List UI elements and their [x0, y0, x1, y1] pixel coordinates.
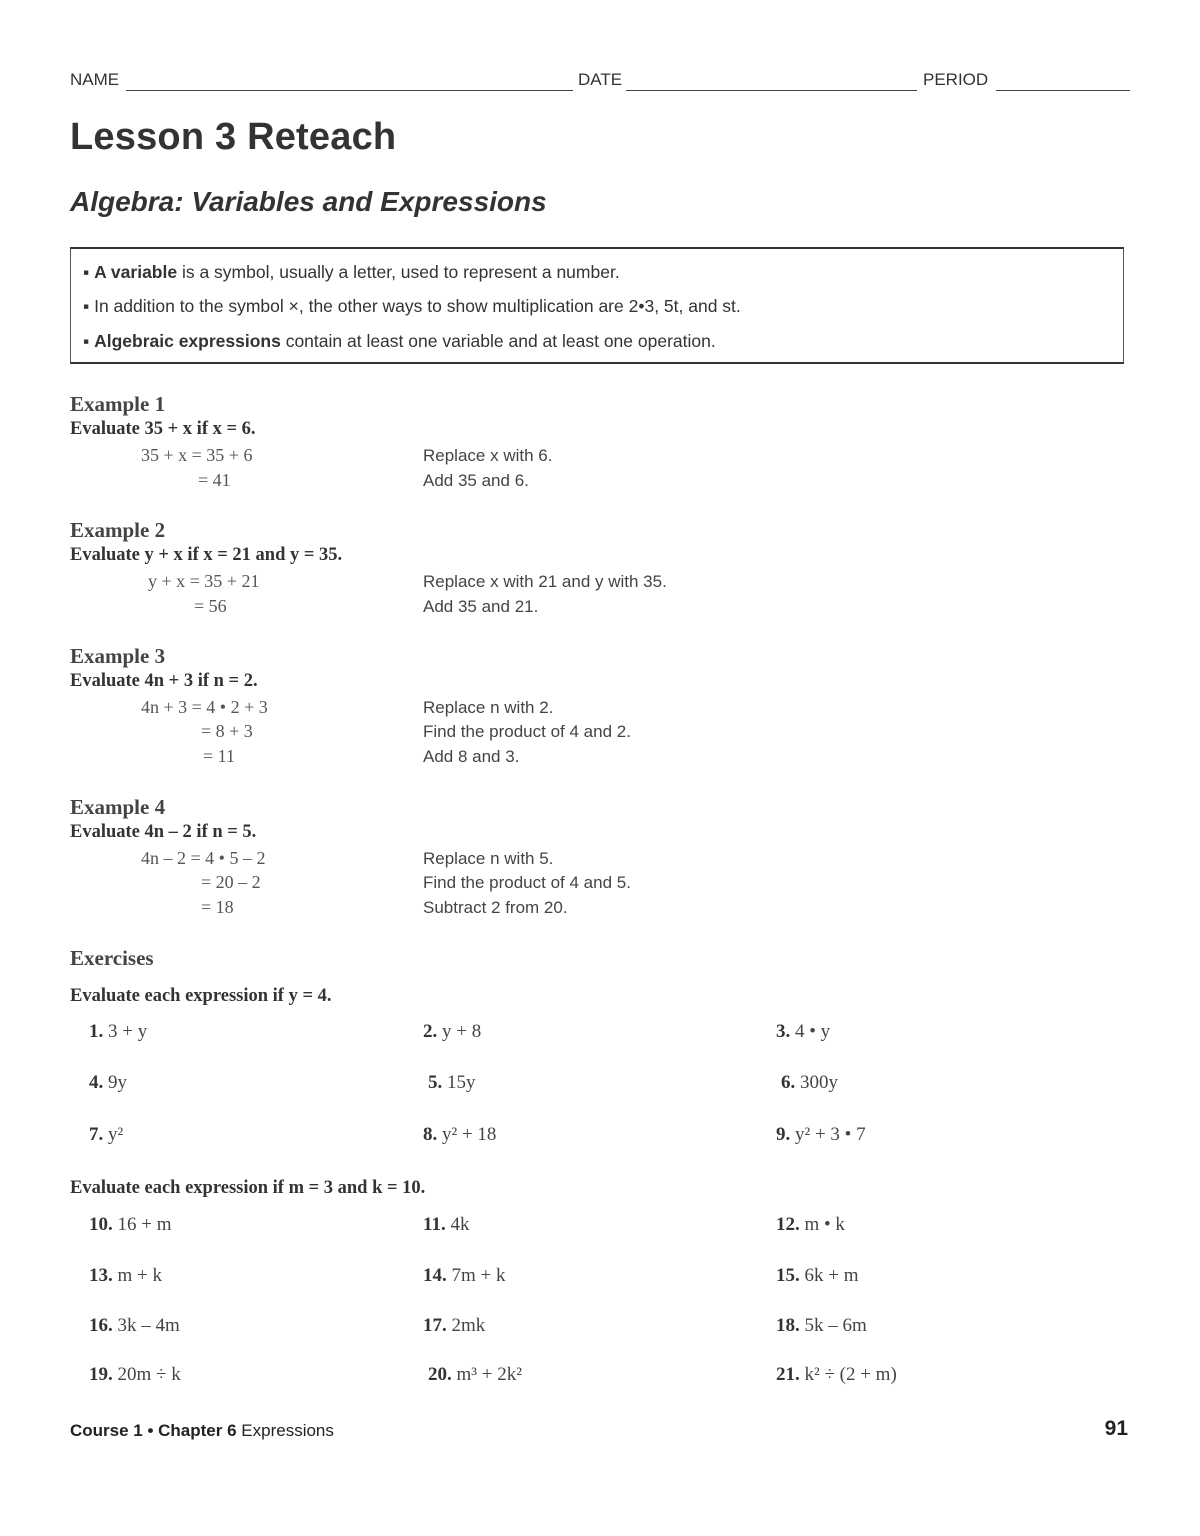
example-2-note-2: Add 35 and 21.	[423, 597, 539, 616]
exercise-item: 12. m • k	[776, 1214, 845, 1235]
example-1-step-1: 35 + x = 35 + 6	[141, 445, 253, 465]
example-4-step-2: = 20 – 2	[201, 872, 261, 892]
exercise-item: 18. 5k – 6m	[776, 1315, 867, 1336]
example-2-step-1: y + x = 35 + 21	[148, 571, 260, 591]
exercise-item: 4. 9y	[89, 1072, 127, 1093]
name-blank[interactable]	[126, 90, 573, 91]
exercise-item: 6. 300y	[781, 1072, 838, 1093]
exercise-set-1-prompt: Evaluate each expression if y = 4.	[70, 986, 332, 1006]
example-3-note-3: Add 8 and 3.	[423, 747, 520, 766]
exercise-item: 17. 2mk	[423, 1315, 486, 1336]
example-1-note-1: Replace x with 6.	[423, 446, 553, 465]
example-2-prompt: Evaluate y + x if x = 21 and y = 35.	[70, 545, 343, 565]
exercise-item: 5. 15y	[428, 1072, 476, 1093]
variable-definition: is a symbol, usually a letter, used to represent a number.	[177, 262, 620, 282]
example-3-note-1: Replace n with 2.	[423, 698, 554, 717]
example-4-note-1: Replace n with 5.	[423, 849, 554, 868]
exercise-item: 1. 3 + y	[89, 1021, 148, 1042]
example-4-note-2: Find the product of 4 and 5.	[423, 873, 631, 892]
example-2-step-2: = 56	[194, 596, 227, 616]
exercise-item: 15. 6k + m	[776, 1265, 859, 1286]
example-3-title: Example 3	[70, 644, 166, 668]
example-4-note-3: Subtract 2 from 20.	[423, 898, 568, 917]
example-3-step-3: = 11	[203, 746, 235, 766]
example-2-title: Example 2	[70, 518, 166, 542]
lesson-subtitle: Algebra: Variables and Expressions	[70, 186, 547, 217]
date-label: DATE	[578, 70, 623, 89]
example-1-prompt: Evaluate 35 + x if x = 6.	[70, 419, 256, 439]
definition-expressions: ▪ Algebraic expressions contain at least one variable and at least one operation.	[83, 331, 716, 351]
name-label: NAME	[70, 70, 120, 89]
definitions-box	[70, 247, 1124, 364]
example-2-note-1: Replace x with 21 and y with 35.	[423, 572, 667, 591]
exercise-item: 2. y + 8	[423, 1021, 482, 1042]
example-4-title: Example 4	[70, 795, 166, 819]
footer-course-info	[70, 1421, 334, 1441]
student-info-header	[70, 70, 1130, 94]
period-blank[interactable]	[996, 90, 1130, 91]
example-1-step-2: = 41	[198, 470, 231, 490]
example-4-prompt: Evaluate 4n – 2 if n = 5.	[70, 822, 257, 842]
exercise-item: 8. y² + 18	[423, 1124, 497, 1145]
example-3-step-1: 4n + 3 = 4 • 2 + 3	[141, 697, 268, 717]
lesson-title: Lesson 3 Reteach	[70, 116, 397, 158]
definition-multiplication: ▪ In addition to the symbol ×, the other ways to show multiplication are 2•3, 5t, and st.	[83, 296, 741, 316]
expression-term: Algebraic expressions	[94, 331, 281, 351]
example-3-note-2: Find the product of 4 and 2.	[423, 722, 631, 741]
exercise-item: 9. y² + 3 • 7	[776, 1124, 866, 1145]
example-4-step-3: = 18	[201, 897, 234, 917]
example-3-prompt: Evaluate 4n + 3 if n = 2.	[70, 671, 258, 691]
example-3-step-2: = 8 + 3	[201, 721, 253, 741]
date-blank[interactable]	[626, 90, 917, 91]
example-1-note-2: Add 35 and 6.	[423, 471, 529, 490]
exercises-heading: Exercises	[70, 946, 154, 970]
exercise-item: 14. 7m + k	[423, 1265, 506, 1286]
expression-definition: contain at least one variable and at least one operation.	[280, 331, 716, 351]
footer-section: Expressions	[236, 1421, 334, 1440]
exercise-item: 3. 4 • y	[776, 1021, 831, 1042]
footer-course: Course 1 • Chapter 6	[70, 1421, 237, 1440]
page-number: 91	[1104, 1417, 1128, 1440]
exercise-item: 10. 16 + m	[89, 1214, 172, 1235]
exercise-set-2-prompt: Evaluate each expression if m = 3 and k = 10.	[70, 1178, 426, 1198]
exercise-item: 21. k² ÷ (2 + m)	[776, 1364, 897, 1385]
variable-term: A variable	[94, 262, 178, 282]
multiplication-text: In addition to the symbol ×, the other ways to show multiplication are 2•3, 5t, and st.	[94, 296, 741, 316]
exercise-item: 20. m³ + 2k²	[428, 1364, 522, 1385]
definition-variable: ▪ A variable is a symbol, usually a letter, used to represent a number.	[83, 262, 620, 282]
example-4-step-1: 4n – 2 = 4 • 5 – 2	[141, 848, 266, 868]
example-1-title: Example 1	[70, 392, 166, 416]
exercise-item: 13. m + k	[89, 1265, 162, 1286]
exercise-item: 16. 3k – 4m	[89, 1315, 180, 1336]
period-label: PERIOD	[923, 70, 989, 89]
exercise-item: 11. 4k	[423, 1214, 470, 1235]
exercise-item: 7. y²	[89, 1124, 124, 1145]
exercise-item: 19. 20m ÷ k	[89, 1364, 181, 1385]
